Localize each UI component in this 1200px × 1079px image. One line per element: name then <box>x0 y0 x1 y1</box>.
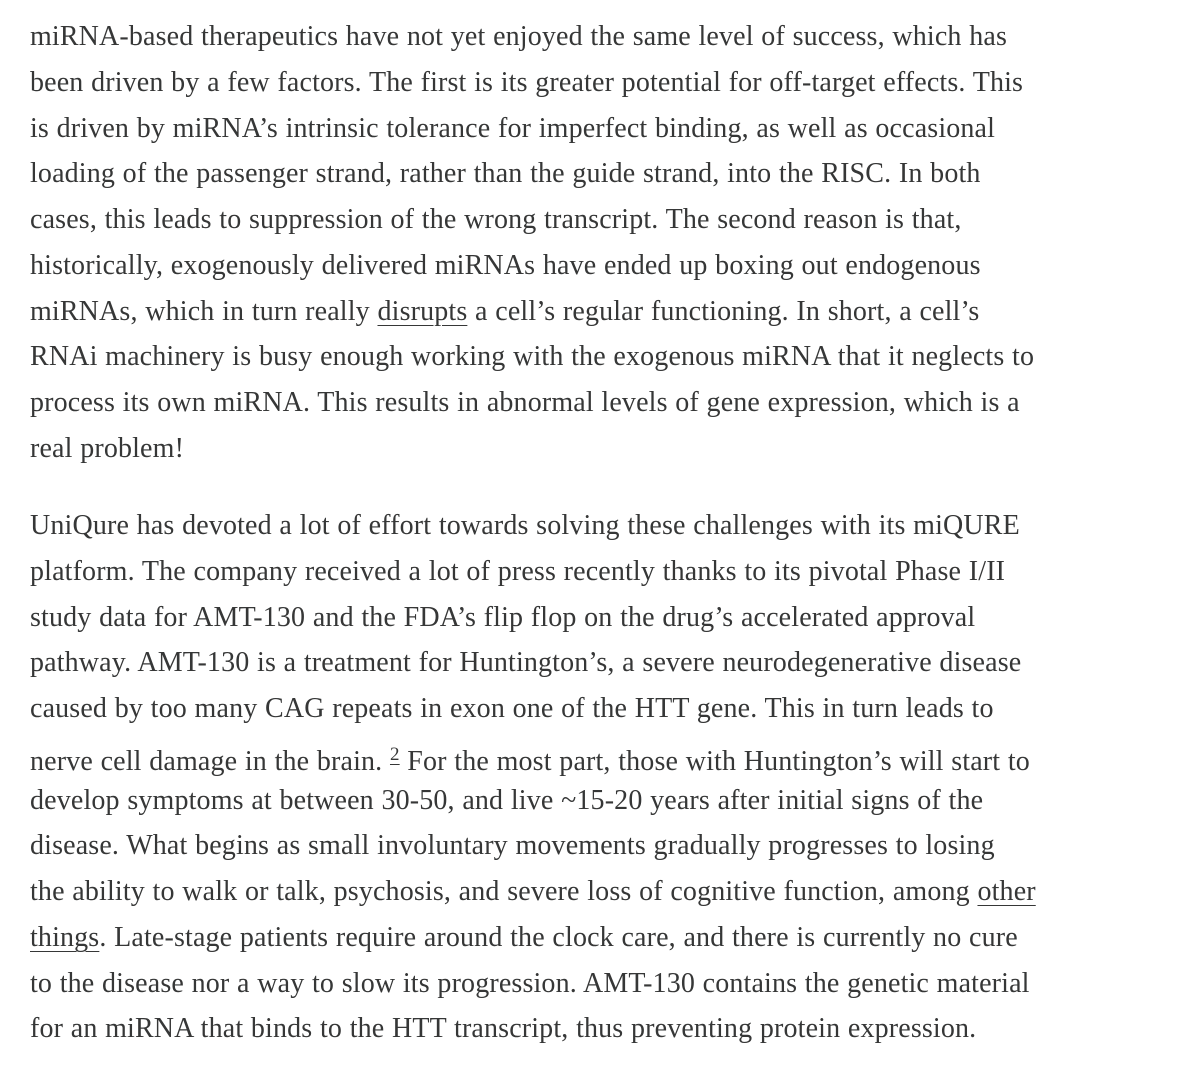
disrupts-link[interactable]: disrupts <box>377 296 468 327</box>
text-line: miRNA-based therapeutics have not yet enjoyed the same level of success, which has <box>30 21 1007 52</box>
text-line: study data for AMT-130 and the FDA’s flip flop on the drug’s accelerated approval <box>30 602 976 633</box>
text-line: platform. The company received a lot of press recently thanks to its pivotal Phase I/II <box>30 556 1006 587</box>
text-line: process its own miRNA. This results in abnormal levels of gene expression, which is a <box>30 387 1020 418</box>
text-line: pathway. AMT-130 is a treatment for Huntington’s, a severe neurodegenerative disease <box>30 647 1022 678</box>
text-line: cases, this leads to suppression of the wrong transcript. The second reason is that, <box>30 204 962 235</box>
text-line <box>30 289 979 335</box>
text-line <box>30 732 1030 778</box>
text-line: develop symptoms at between 30-50, and live ~15-20 years after initial signs of the <box>30 785 984 816</box>
other-things-link-continued[interactable]: things <box>30 922 100 953</box>
text-line: loading of the passenger strand, rather than the guide strand, into the RISC. In both <box>30 158 981 189</box>
text-line: real problem! <box>30 433 185 464</box>
text-line: historically, exogenously delivered miRNAs have ended up boxing out endogenous <box>30 250 981 281</box>
text-line: RNAi machinery is busy enough working with the exogenous miRNA that it neglects to <box>30 341 1035 372</box>
text-line: been driven by a few factors. The first is its greater potential for off-target effects. This <box>30 67 1024 98</box>
text-line <box>30 915 1018 961</box>
text-segment: nerve cell damage in the brain. <box>30 746 390 777</box>
text-line: is driven by miRNA’s intrinsic tolerance for imperfect binding, as well as occasional <box>30 113 996 144</box>
other-things-link[interactable]: other <box>977 876 1036 907</box>
text-line: caused by too many CAG repeats in exon one of the HTT gene. This in turn leads to <box>30 693 994 724</box>
text-segment: For the most part, those with Huntington’s will start to <box>399 746 1030 777</box>
text-line: UniQure has devoted a lot of effort towards solving these challenges with its miQURE <box>30 510 1020 541</box>
text-segment: a cell’s regular functioning. In short, a cell’s <box>467 296 980 327</box>
text-segment: . Late-stage patients require around the clock care, and there is currently no cure <box>99 922 1018 953</box>
text-line: disease. What begins as small involuntary movements gradually progresses to losing <box>30 830 995 861</box>
text-line: to the disease nor a way to slow its progression. AMT-130 contains the genetic material <box>30 968 1030 999</box>
text-segment: the ability to walk or talk, psychosis, and severe loss of cognitive function, among <box>30 876 978 907</box>
text-segment: miRNAs, which in turn really <box>30 296 378 327</box>
footnote-2-link[interactable]: 2 <box>389 744 400 765</box>
text-line <box>30 869 1036 915</box>
text-line: for an miRNA that binds to the HTT transcript, thus preventing protein expression. <box>30 1013 977 1044</box>
